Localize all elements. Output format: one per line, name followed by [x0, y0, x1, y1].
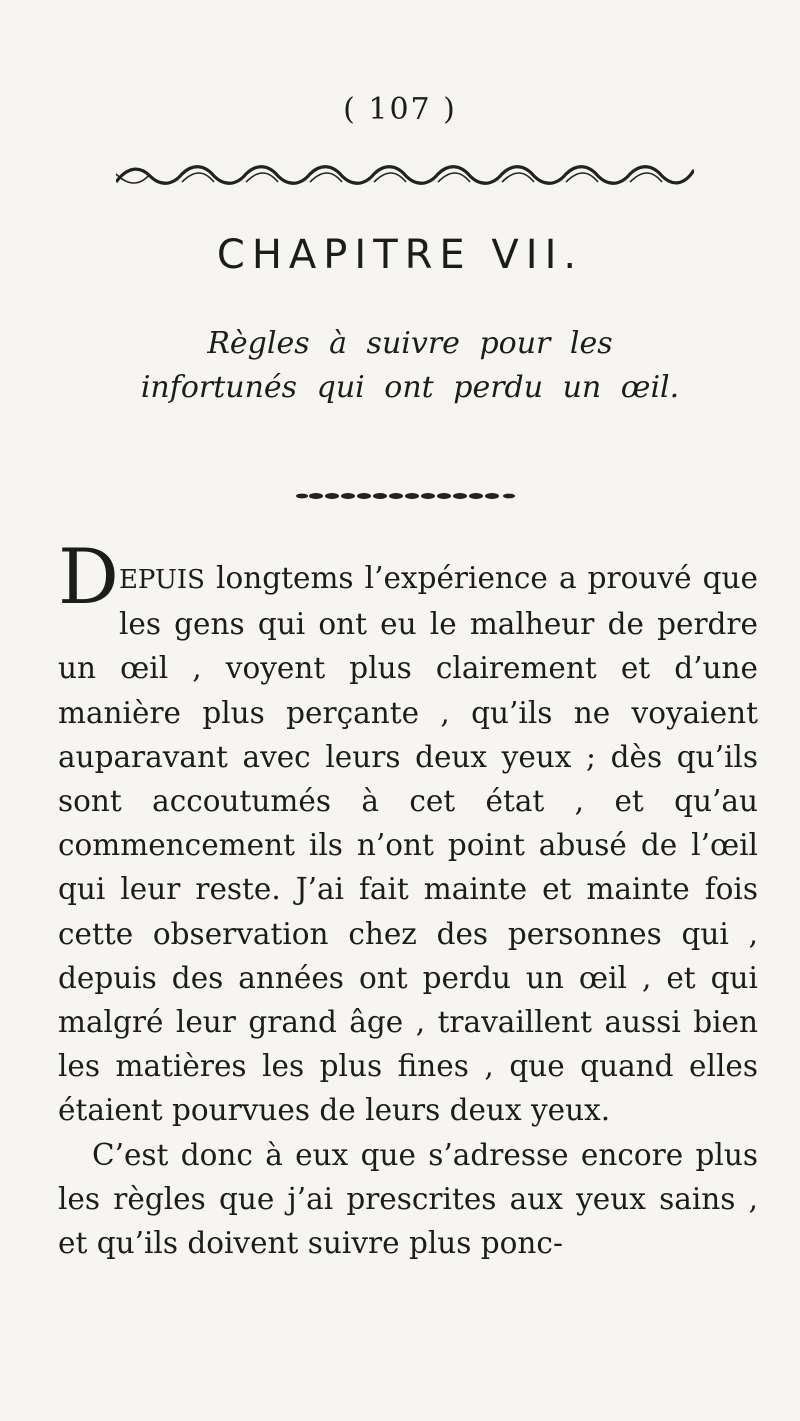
body-text	[58, 532, 758, 1265]
decorative-rule	[296, 492, 516, 500]
chapter-subtitle: Règles à suivre pour les infortunés qui ont perdu un œil.	[140, 326, 680, 405]
paragraph-1	[58, 532, 758, 1133]
drop-cap: D	[58, 532, 119, 621]
paragraph-1-text: longtems l’expérience a prouvé que les gens qui ont eu le malheur de perdre un œil , voyent plus clairement et d’une manière plus perçante , qu’ils ne voyaient auparavant avec leurs deux yeux ; dès qu’ils sont accoutumés à cet état , et qu’au commencement ils n’ont point abusé de l’œil qui leur reste. J’ai fait mainte et mainte fois cette observation chez des personnes qui , depuis des années ont perdu un œil , et qui malgré leur grand âge , travaillent aussi bien les matières les plus fines , que quand elles étaient pourvues de leurs deux yeux.	[58, 561, 758, 1128]
ornamental-border	[116, 160, 694, 190]
first-word-rest: EPUIS	[118, 565, 205, 595]
paragraph-2: C’est donc à eux que s’adresse encore plus les règles que j’ai prescrites aux yeux sains , et qu’ils doivent suivre plus ponc-	[58, 1137, 758, 1261]
chapter-title: CHAPITRE VII.	[216, 232, 584, 278]
page-number: ( 107 )	[343, 92, 457, 127]
